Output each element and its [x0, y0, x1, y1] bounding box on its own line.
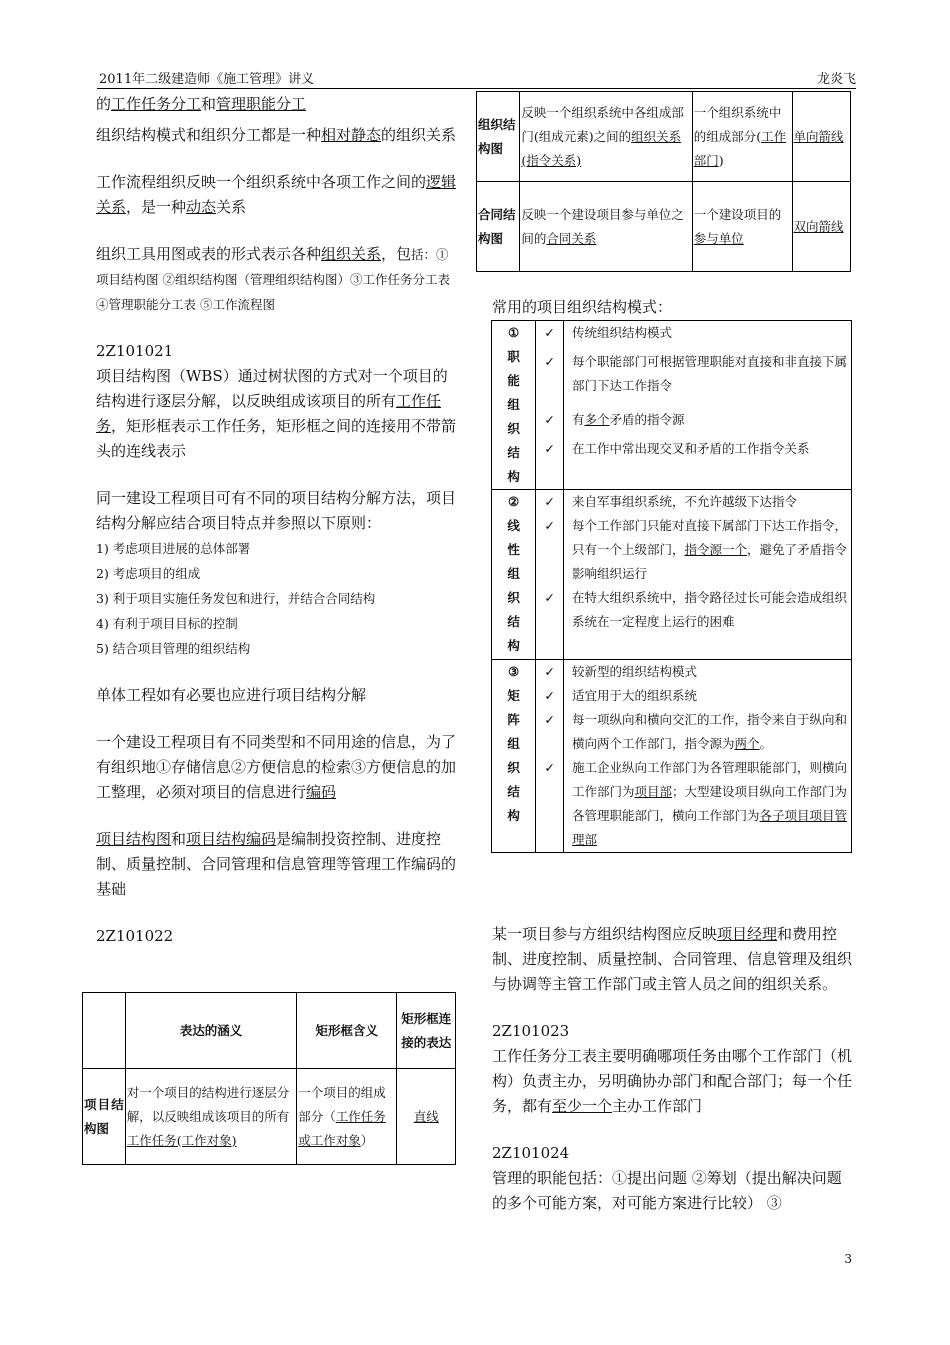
- paragraph-coding: 一个建设工程项目有不同类型和不同用途的信息，为了有组织地①存储信息②方便信息的检索③方便信息的加工整理，必须对项目的信息进行编码: [96, 733, 457, 801]
- row-label: 组织结构图: [477, 92, 520, 182]
- paragraph-coding-basis: 项目结构图和项目结构编码是编制投资控制、进度控制、质量控制、合同管理和信息管理等管理工作编码的基础: [96, 830, 457, 898]
- group-label: ① 职 能 组 织 结 构: [492, 321, 536, 490]
- paragraph-single-project: 单体工程如有必要也应进行项目结构分解: [96, 686, 367, 704]
- row-box: 一个项目的组成部分（工作任务或工作对象）: [297, 1069, 397, 1165]
- project-structure-table: [82, 992, 456, 1165]
- check-icon: ✓: [536, 660, 564, 685]
- left-column: [96, 92, 461, 949]
- item-text: 在工作中常出现交叉和矛盾的工作指令关系: [563, 437, 851, 490]
- item-text: 来自军事组织系统，不允许越级下达指令: [563, 490, 851, 515]
- row-box: 一个建设项目的参与单位: [692, 182, 792, 272]
- check-icon: ✓: [536, 586, 564, 660]
- list-item: 4) 有利于项目目标的控制: [96, 616, 238, 631]
- row-label: 合同结构图: [477, 182, 520, 272]
- list-item: 1) 考虑项目进展的总体部署: [96, 541, 251, 556]
- item-text: 较新型的组织结构模式: [563, 660, 851, 685]
- row-label: 项目结构图: [83, 1069, 126, 1165]
- table-header-cell: 矩形框连接的表达: [397, 993, 456, 1069]
- table-header-cell: 矩形框含义: [297, 993, 397, 1069]
- right-column-bottom: [492, 922, 856, 1216]
- check-icon: ✓: [536, 756, 564, 853]
- table-row: [83, 1069, 456, 1165]
- check-icon: ✓: [536, 437, 564, 490]
- table-row: [492, 321, 852, 351]
- caption-text: 常用的项目组织结构模式：: [492, 298, 673, 316]
- table-row: [492, 490, 852, 515]
- header-title: 2011年二级建造师《施工管理》讲义: [99, 72, 315, 87]
- row-meaning: 对一个项目的结构进行逐层分解，以反映组成该项目的所有工作任务(工作对象): [125, 1069, 296, 1165]
- paragraph-wbs: 项目结构图（WBS）通过树状图的方式对一个项目的结构进行逐层分解，以反映组成该项目的所有工作任务，矩形框表示工作任务，矩形框之间的连接用不带箭头的连线表示: [96, 367, 457, 460]
- group-label: ③ 矩 阵 组 织 结 构: [492, 660, 536, 853]
- check-icon: ✓: [536, 350, 564, 408]
- section-code-024: 2Z101024: [492, 1144, 570, 1162]
- list-item: 2) 考虑项目的组成: [96, 566, 201, 581]
- list-item: 3) 利于项目实施任务发包和进行，并结合合同结构: [96, 591, 376, 606]
- item-text: 在特大组织系统中，指令路径过长可能会造成组织系统在一定程度上运行的困难: [563, 586, 851, 660]
- paragraph-static: 组织结构模式和组织分工都是一种相对静态的组织关系: [96, 126, 457, 144]
- check-icon: ✓: [536, 408, 564, 437]
- paragraph-tools: 组织工具用图或表的形式表示各种组织关系，包括：①项目结构图 ②组织结构图（管理组织结构图）③工作任务分工表 ④管理职能分工表 ⑤工作流程图: [96, 245, 450, 312]
- row-link: 直线: [397, 1069, 456, 1165]
- paragraph-division: 的工作任务分工和管理职能分工: [96, 95, 307, 113]
- check-icon: ✓: [536, 514, 564, 586]
- principles-list: [96, 536, 461, 661]
- table-row: [492, 660, 852, 685]
- structure-comparison-table: [476, 91, 851, 272]
- paragraph-decomposition: 同一建设工程项目可有不同的项目结构分解方法，项目结构分解应结合项目特点并参照以下原则：: [96, 489, 457, 532]
- row-link: 双向箭线: [792, 182, 850, 272]
- paragraph-participant: 某一项目参与方组织结构图应反映项目经理和费用控制、进度控制、质量控制、合同管理、信息管理及组织与协调等主管工作部门或主管人员之间的组织关系。: [492, 925, 853, 993]
- item-text: 传统组织结构模式: [563, 321, 851, 351]
- row-meaning: 反映一个组织系统中各组成部门(组成元素)之间的组织关系(指令关系): [520, 92, 692, 182]
- group-label: ② 线 性 组 织 结 构: [492, 490, 536, 660]
- section-code-022: 2Z101022: [96, 927, 174, 945]
- header-author: 龙炎飞: [816, 72, 856, 87]
- check-icon: ✓: [536, 490, 564, 515]
- item-text: 每一项纵向和横向交汇的工作，指令来自于纵向和横向两个工作部门，指令源为两个。: [563, 708, 851, 756]
- check-icon: ✓: [536, 708, 564, 756]
- check-icon: ✓: [536, 321, 564, 351]
- org-modes-caption: [492, 295, 856, 320]
- list-item: 5) 结合项目管理的组织结构: [96, 641, 251, 656]
- item-text: 每个职能部门可根据管理职能对直接和非直接下属部门下达工作指令: [563, 350, 851, 408]
- item-text: 有多个矛盾的指令源: [563, 408, 851, 437]
- item-text: 施工企业纵向工作部门为各管理职能部门，则横向工作部门为项目部；大型建设项目纵向工作部门为各管理职能部门，横向工作部门为各子项目项目管理部: [563, 756, 851, 853]
- page-number: 3: [844, 1252, 852, 1266]
- table-row: [477, 92, 851, 182]
- row-link: 单向箭线: [792, 92, 850, 182]
- paragraph-task-division: 工作任务分工表主要明确哪项任务由哪个工作部门（机构）负责主办，另明确协办部门和配合部门；每一个任务，都有至少一个主办工作部门: [492, 1047, 853, 1115]
- row-meaning: 反映一个建设项目参与单位之间的合同关系: [520, 182, 692, 272]
- check-icon: ✓: [536, 684, 564, 708]
- paragraph-functions: 管理的职能包括：①提出问题 ②筹划（提出解决问题的多个可能方案，对可能方案进行比较） ③: [492, 1169, 842, 1212]
- table-header-cell: [83, 993, 126, 1069]
- page-header: [97, 66, 856, 89]
- paragraph-workflow: 工作流程组织反映一个组织系统中各项工作之间的逻辑关系，是一种动态关系: [96, 173, 457, 216]
- table-row: [477, 182, 851, 272]
- section-code-021: 2Z101021: [96, 342, 174, 360]
- org-modes-table: [491, 320, 852, 853]
- item-text: 适宜用于大的组织系统: [563, 684, 851, 708]
- table-header-cell: 表达的涵义: [125, 993, 296, 1069]
- item-text: 每个工作部门只能对直接下属部门下达工作指令，只有一个上级部门，指令源一个，避免了矛盾指令影响组织运行: [563, 514, 851, 586]
- section-code-023: 2Z101023: [492, 1022, 570, 1040]
- row-box: 一个组织系统中的组成部分(工作部门): [692, 92, 792, 182]
